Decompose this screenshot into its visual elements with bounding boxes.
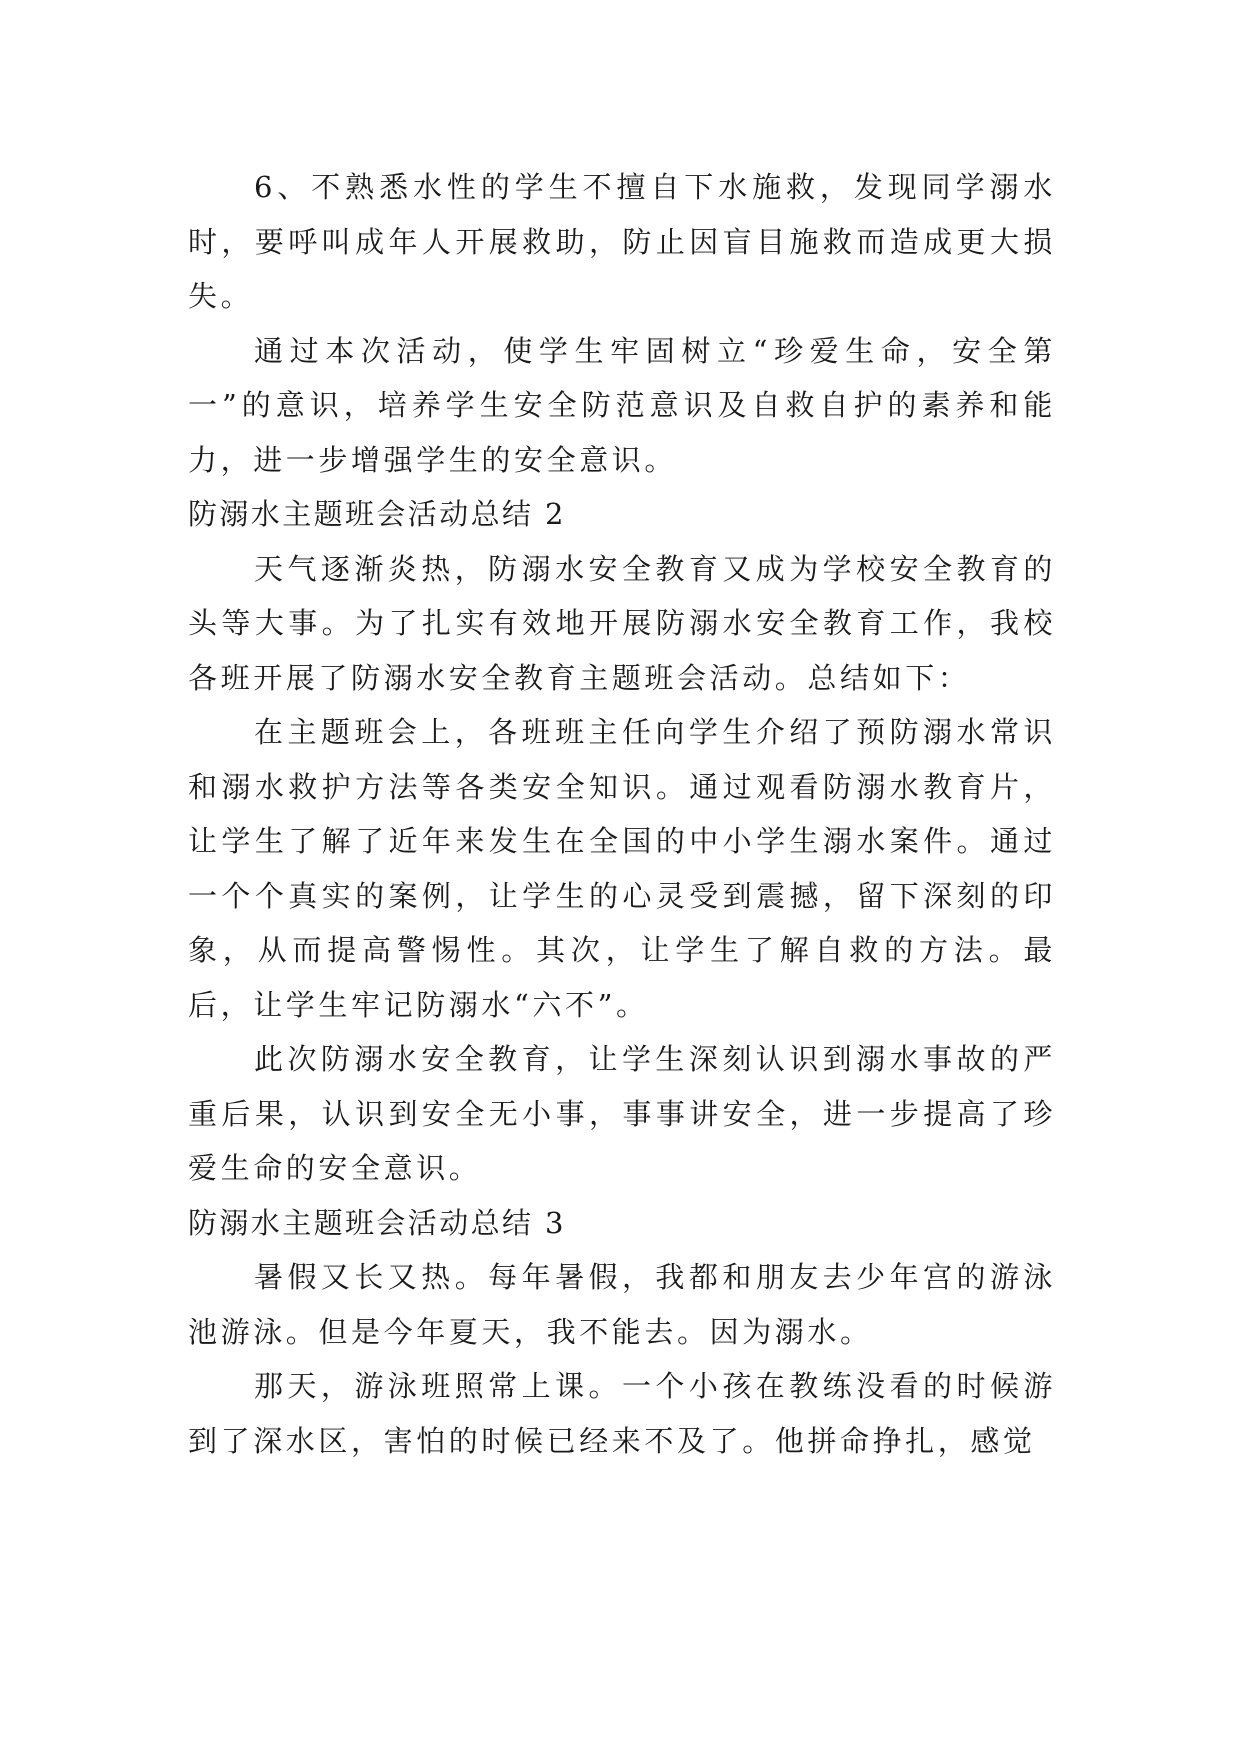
document-body [188, 160, 1056, 1468]
section-heading-summary-3: 防溺水主题班会活动总结 3 [188, 1205, 566, 1240]
paragraph-rescue-rule-6: 6、不熟悉水性的学生不擅自下水施救，发现同学溺水时，要呼叫成年人开展救助，防止因盲目施救而造成更大损失。 [188, 170, 1056, 313]
paragraph-summary-3-story: 那天，游泳班照常上课。一个小孩在教练没看的时候游到了深水区，害怕的时候已经来不及了。他拼命挣扎，感觉 [188, 1369, 1056, 1458]
paragraph-activity-conclusion: 通过本次活动，使学生牢固树立“珍爱生命，安全第一”的意识，培养学生安全防范意识及自救自护的素养和能力，进一步增强学生的安全意识。 [188, 333, 1056, 477]
paragraph-summary-3-intro: 暑假又长又热。每年暑假，我都和朋友去少年宫的游泳池游泳。但是今年夏天，我不能去。因为溺水。 [188, 1260, 1056, 1349]
section-heading-summary-2: 防溺水主题班会活动总结 2 [188, 497, 566, 531]
paragraph-summary-2-meeting: 在主题班会上，各班班主任向学生介绍了预防溺水常识和溺水救护方法等各类安全知识。通过观看防溺水教育片，让学生了解了近年来发生在全国的中小学生溺水案件。通过一个个真实的案例，让学生的心灵受到震撼，留下深刻的印象，从而提高警惕性。其次，让学生了解自救的方法。最后，让学生牢记防溺水“六不”。 [188, 715, 1056, 1022]
paragraph-summary-2-intro: 天气逐渐炎热，防溺水安全教育又成为学校安全教育的头等大事。为了扎实有效地开展防溺水安全教育工作，我校各班开展了防溺水安全教育主题班会活动。总结如下： [188, 551, 1056, 695]
paragraph-summary-2-conclusion: 此次防溺水安全教育，让学生深刻认识到溺水事故的严重后果，认识到安全无小事，事事讲安全，进一步提高了珍爱生命的安全意识。 [188, 1042, 1056, 1185]
